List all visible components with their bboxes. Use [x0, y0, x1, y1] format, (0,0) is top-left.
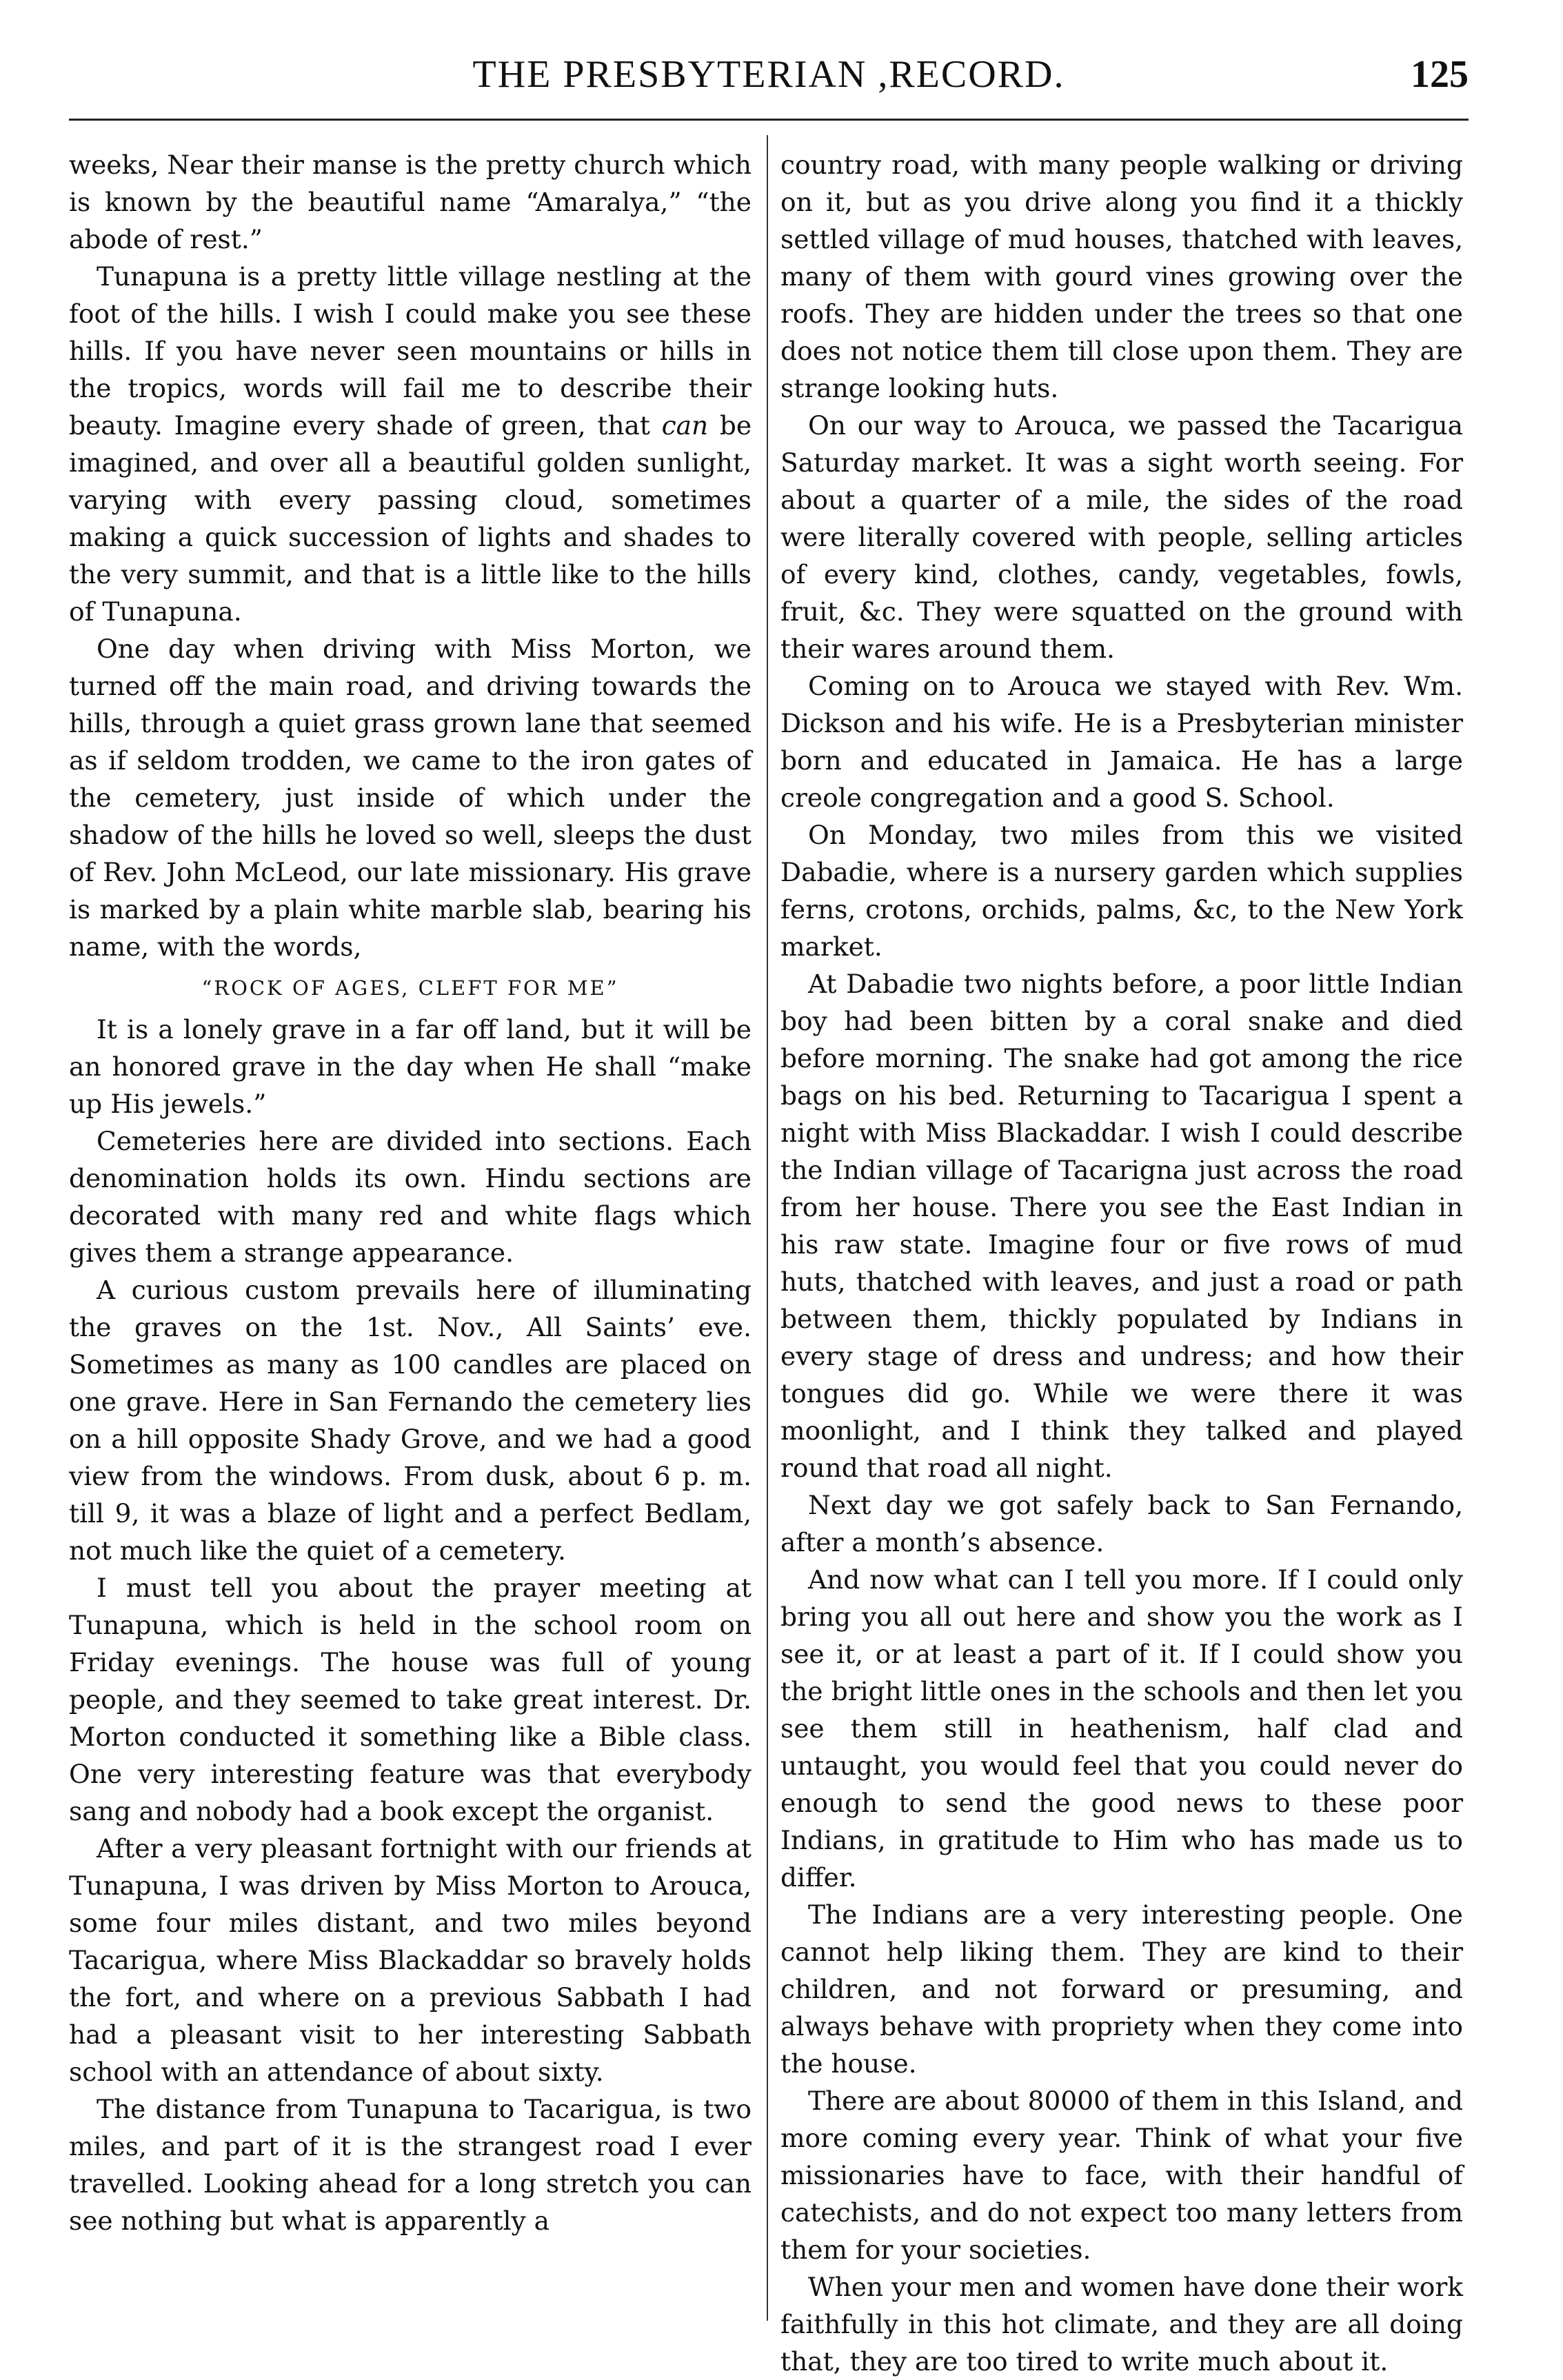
paragraph: A curious custom prevails here of illuminating the graves on the 1st. Nov., All Saints’ eve. Sometimes as many as 100 candles are placed on one grave. Here in San Fernando the cemetery lies on a hill opposite Shady Grove, and we had a good view from the windows. From dusk, about 6 p. m. till 9, it was a blaze of light and a perfect Bedlam, not much like the quiet of a cemetery.	[69, 1275, 752, 1566]
paragraph: And now what can I tell you more. If I could only bring you all out here and show you the work as I see it, or at least a part of it. If I could show you the bright little ones in the schools and then let you see them still in heathenism, half clad and untaught, you would feel that you could never do enough to send the good news to these poor Indians, in gratitude to Him who has made us to differ.	[780, 1564, 1463, 1893]
journal-title: THE PRESBYTERIAN ,RECORD.	[472, 53, 1065, 96]
paragraph: I must tell you about the prayer meeting at Tunapuna, which is held in the school room on Friday evenings. The house was full of young people, and they seemed to take great interest. Dr. Morton conducted it something like a Bible class. One very interesting feature was that everybody sang and nobody had a book except the organist.	[69, 1573, 752, 1826]
page-header	[69, 52, 1469, 105]
paragraph: country road, with many people walking or driving on it, but as you drive along you find it a thickly settled village of mud houses, thatched with leaves, many of them with gourd vines growing over the roofs. They are hidden under the trees so that one does not notice them till close upon them. They are strange looking huts.	[780, 150, 1463, 403]
paragraph-text: Tunapuna is a pretty little village nestling at the foot of the hills. I wish I could make you see these hills. If you have never seen mountains or hills in the tropics, words will fail me to describe their beauty. Imagine every shade of green, that	[69, 261, 752, 441]
quoted-hymn-title: “ROCK OF AGES, CLEFT FOR ME”	[201, 976, 619, 1000]
column-divider	[767, 135, 768, 2321]
paragraph: After a very pleasant fortnight with our friends at Tunapuna, I was driven by Miss Morton to Arouca, some four miles distant, and two miles beyond Tacarigua, where Miss Blackaddar so bravely holds the fort, and where on a previous Sabbath I had had a pleasant visit to her interesting Sabbath school with an attendance of about sixty.	[69, 1833, 752, 2087]
italic-word: can	[661, 410, 709, 441]
paragraph: One day when driving with Miss Morton, we turned off the main road, and driving towards the hills, through a quiet grass grown lane that seemed as if seldom trodden, we came to the iron gates of the cemetery, just inside of which under the shadow of the hills he loved so well, sleeps the dust of Rev. John McLeod, our late missionary. His grave is marked by a plain white marble slab, bearing his name, with the words,	[69, 634, 752, 962]
paragraph: On Monday, two miles from this we visited Dabadie, where is a nursery garden which supplies ferns, crotons, orchids, palms, &c, to the New York market.	[780, 820, 1463, 962]
paragraph: The Indians are a very interesting people. One cannot help liking them. They are kind to their children, and not forward or presuming, and always behave with propriety when they come into the house.	[780, 1899, 1463, 2079]
paragraph: When your men and women have done their work faithfully in this hot climate, and they are all doing that, they are too tired to write much about it.	[780, 2272, 1463, 2377]
paragraph-text: be imagined, and over all a beautiful golden sunlight, varying with every passing cloud, sometimes making a quick succession of lights and shades to the very summit, and that is a little like to the hills of Tunapuna.	[69, 410, 752, 627]
paragraph	[69, 258, 752, 630]
paragraph: Cemeteries here are divided into sections. Each denomination holds its own. Hindu sections are decorated with many red and white flags which gives them a strange appearance.	[69, 1126, 752, 1268]
paragraph: At Dabadie two nights before, a poor little Indian boy had been bitten by a coral snake and died before morning. The snake had got among the rice bags on his bed. Returning to Tacarigua I spent a night with Miss Blackaddar. I wish I could describe the Indian village of Tacarigna just across the road from her house. There you see the East Indian in his raw state. Imagine four or five rows of mud huts, thatched with leaves, and just a road or path between them, thickly populated by Indians in every stage of dress and undress; and how their tongues did go. While we were there it was moonlight, and I think they talked and played round that road all night.	[780, 969, 1463, 1483]
paragraph: Next day we got safely back to San Fernando, after a month’s absence.	[780, 1490, 1463, 1557]
left-column	[69, 146, 752, 2325]
paragraph: On our way to Arouca, we passed the Tacarigua Saturday market. It was a sight worth seeing. For about a quarter of a mile, the sides of the road were literally covered with people, selling articles of every kind, clothes, candy, vegetables, fowls, fruit, &c. They were squatted on the ground with their wares around them.	[780, 410, 1463, 664]
page-number: 125	[1411, 53, 1469, 96]
right-column	[780, 146, 1463, 2377]
paragraph: weeks, Near their manse is the pretty church which is known by the beautiful name “Amaralya,” “the abode of rest.”	[69, 150, 752, 254]
paragraph: There are about 80000 of them in this Island, and more coming every year. Think of what your five missionaries have to face, with their handful of catechists, and do not expect too many letters from them for your societies.	[780, 2086, 1463, 2265]
paragraph: The distance from Tunapuna to Tacarigua, is two miles, and part of it is the strangest road I ever travelled. Looking ahead for a long stretch you can see nothing but what is apparently a	[69, 2094, 752, 2236]
paragraph: It is a lonely grave in a far off land, but it will be an honored grave in the day when He shall “make up His jewels.”	[69, 1014, 752, 1119]
header-rule	[69, 119, 1469, 121]
paragraph: Coming on to Arouca we stayed with Rev. Wm. Dickson and his wife. He is a Presbyterian minister born and educated in Jamaica. He has a large creole congregation and a good S. School.	[780, 671, 1463, 813]
